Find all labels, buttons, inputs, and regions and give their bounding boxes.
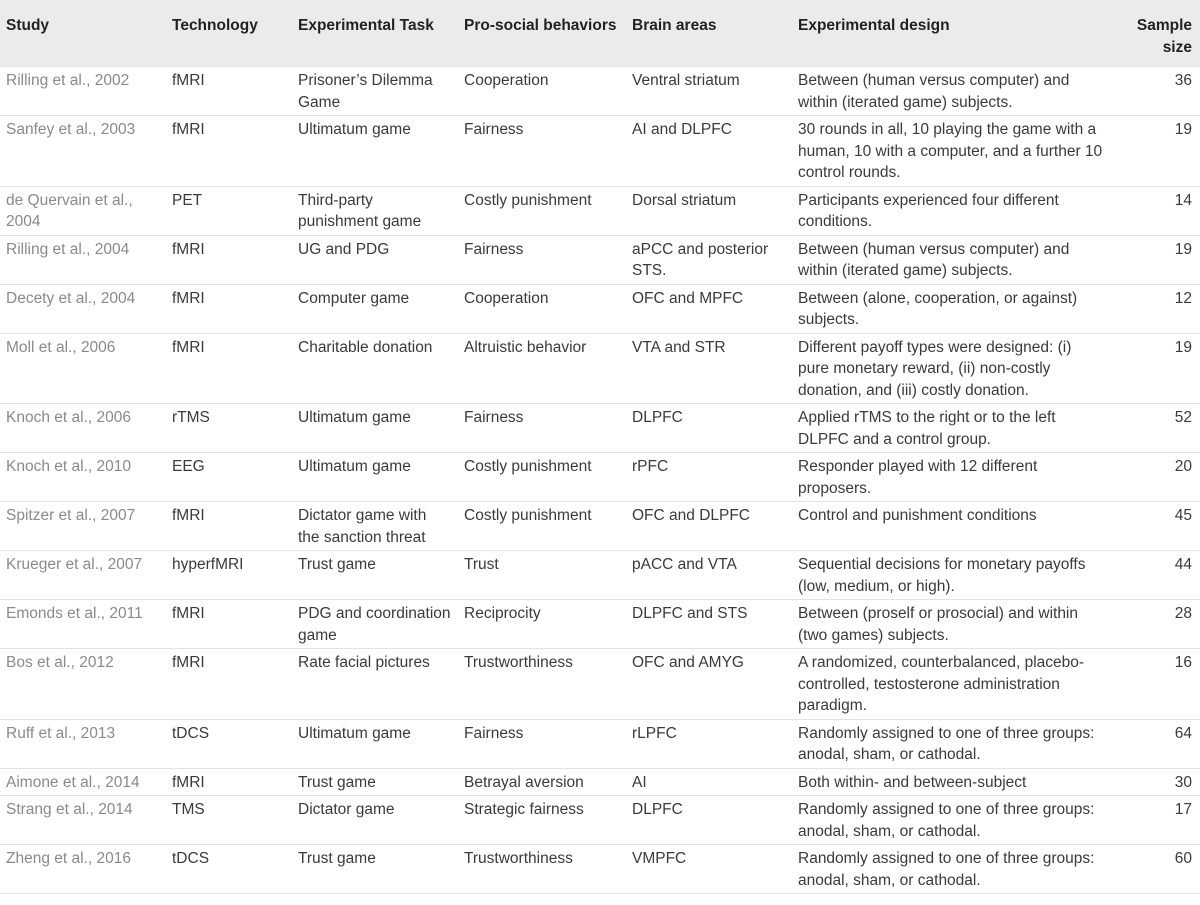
cell-study: Decety et al., 2004 — [0, 284, 166, 333]
cell-experimental-task: Ultimatum game — [292, 719, 458, 768]
cell-sample-size: 45 — [1112, 502, 1200, 551]
table-row — [0, 453, 1200, 502]
table-body — [0, 67, 1200, 894]
cell-sample-size: 52 — [1112, 404, 1200, 453]
cell-experimental-task: Ultimatum game — [292, 404, 458, 453]
cell-brain-areas: aPCC and posterior STS. — [626, 235, 792, 284]
cell-experimental-design: Both within- and between-subject — [792, 768, 1112, 796]
cell-experimental-task: Third-party punishment game — [292, 186, 458, 235]
cell-experimental-design: 30 rounds in all, 10 playing the game with a human, 10 with a computer, and a further 10 control rounds. — [792, 116, 1112, 187]
cell-sample-size: 19 — [1112, 333, 1200, 404]
cell-experimental-task: Rate facial pictures — [292, 649, 458, 720]
cell-sample-size: 36 — [1112, 67, 1200, 116]
cell-brain-areas: rPFC — [626, 453, 792, 502]
cell-technology: tDCS — [166, 719, 292, 768]
table-row — [0, 186, 1200, 235]
cell-study: Rilling et al., 2002 — [0, 67, 166, 116]
cell-study: de Quervain et al., 2004 — [0, 186, 166, 235]
cell-pro-social-behavior: Altruistic behavior — [458, 333, 626, 404]
table-row — [0, 845, 1200, 894]
cell-technology: fMRI — [166, 235, 292, 284]
cell-experimental-design: Randomly assigned to one of three groups: anodal, sham, or cathodal. — [792, 845, 1112, 894]
cell-experimental-design: Different payoff types were designed: (i) pure monetary reward, (ii) non-costly donation, and (iii) costly donation. — [792, 333, 1112, 404]
header-pro-social-behaviors: Pro-social behaviors — [458, 0, 626, 67]
cell-brain-areas: OFC and DLPFC — [626, 502, 792, 551]
table-row — [0, 404, 1200, 453]
header-experimental-task: Experimental Task — [292, 0, 458, 67]
cell-experimental-task: Trust game — [292, 845, 458, 894]
cell-brain-areas: VTA and STR — [626, 333, 792, 404]
cell-experimental-task: Computer game — [292, 284, 458, 333]
cell-pro-social-behavior: Trustworthiness — [458, 649, 626, 720]
cell-technology: hyperfMRI — [166, 551, 292, 600]
cell-technology: EEG — [166, 453, 292, 502]
cell-experimental-design: Responder played with 12 different proposers. — [792, 453, 1112, 502]
cell-study: Aimone et al., 2014 — [0, 768, 166, 796]
cell-pro-social-behavior: Costly punishment — [458, 502, 626, 551]
cell-experimental-task: Dictator game with the sanction threat — [292, 502, 458, 551]
cell-brain-areas: Dorsal striatum — [626, 186, 792, 235]
cell-pro-social-behavior: Reciprocity — [458, 600, 626, 649]
cell-study: Krueger et al., 2007 — [0, 551, 166, 600]
cell-brain-areas: rLPFC — [626, 719, 792, 768]
cell-pro-social-behavior: Cooperation — [458, 284, 626, 333]
cell-experimental-design: Applied rTMS to the right or to the left DLPFC and a control group. — [792, 404, 1112, 453]
cell-technology: tDCS — [166, 845, 292, 894]
table-row — [0, 796, 1200, 845]
cell-brain-areas: pACC and VTA — [626, 551, 792, 600]
cell-pro-social-behavior: Fairness — [458, 235, 626, 284]
cell-study: Emonds et al., 2011 — [0, 600, 166, 649]
cell-experimental-design: Between (alone, cooperation, or against) subjects. — [792, 284, 1112, 333]
cell-experimental-task: Charitable donation — [292, 333, 458, 404]
cell-pro-social-behavior: Fairness — [458, 116, 626, 187]
cell-technology: fMRI — [166, 333, 292, 404]
cell-experimental-task: Prisoner’s Dilemma Game — [292, 67, 458, 116]
cell-technology: fMRI — [166, 649, 292, 720]
cell-technology: fMRI — [166, 502, 292, 551]
cell-technology: fMRI — [166, 284, 292, 333]
table-row — [0, 116, 1200, 187]
cell-technology: rTMS — [166, 404, 292, 453]
cell-sample-size: 19 — [1112, 235, 1200, 284]
cell-sample-size: 12 — [1112, 284, 1200, 333]
table-row — [0, 719, 1200, 768]
cell-brain-areas: AI and DLPFC — [626, 116, 792, 187]
cell-pro-social-behavior: Strategic fairness — [458, 796, 626, 845]
header-brain-areas: Brain areas — [626, 0, 792, 67]
cell-sample-size: 16 — [1112, 649, 1200, 720]
cell-study: Moll et al., 2006 — [0, 333, 166, 404]
cell-brain-areas: DLPFC — [626, 404, 792, 453]
cell-brain-areas: DLPFC — [626, 796, 792, 845]
cell-pro-social-behavior: Fairness — [458, 404, 626, 453]
cell-experimental-design: Between (human versus computer) and within (iterated game) subjects. — [792, 235, 1112, 284]
table-header — [0, 0, 1200, 67]
cell-experimental-task: UG and PDG — [292, 235, 458, 284]
cell-pro-social-behavior: Costly punishment — [458, 186, 626, 235]
table-row — [0, 502, 1200, 551]
cell-sample-size: 60 — [1112, 845, 1200, 894]
cell-experimental-task: Trust game — [292, 551, 458, 600]
cell-experimental-design: Between (human versus computer) and within (iterated game) subjects. — [792, 67, 1112, 116]
cell-study: Ruff et al., 2013 — [0, 719, 166, 768]
cell-pro-social-behavior: Betrayal aversion — [458, 768, 626, 796]
table-row — [0, 284, 1200, 333]
cell-technology: fMRI — [166, 67, 292, 116]
cell-pro-social-behavior: Trustworthiness — [458, 845, 626, 894]
cell-study: Rilling et al., 2004 — [0, 235, 166, 284]
cell-technology: fMRI — [166, 600, 292, 649]
cell-sample-size: 44 — [1112, 551, 1200, 600]
cell-experimental-design: A randomized, counterbalanced, placebo-controlled, testosterone administration paradigm. — [792, 649, 1112, 720]
cell-brain-areas: DLPFC and STS — [626, 600, 792, 649]
cell-pro-social-behavior: Cooperation — [458, 67, 626, 116]
cell-experimental-task: Ultimatum game — [292, 453, 458, 502]
cell-study: Sanfey et al., 2003 — [0, 116, 166, 187]
cell-experimental-design: Between (proself or prosocial) and within (two games) subjects. — [792, 600, 1112, 649]
cell-brain-areas: AI — [626, 768, 792, 796]
cell-experimental-design: Control and punishment conditions — [792, 502, 1112, 551]
cell-technology: PET — [166, 186, 292, 235]
cell-brain-areas: OFC and MPFC — [626, 284, 792, 333]
cell-brain-areas: VMPFC — [626, 845, 792, 894]
cell-sample-size: 28 — [1112, 600, 1200, 649]
table-row — [0, 768, 1200, 796]
cell-sample-size: 64 — [1112, 719, 1200, 768]
header-technology: Technology — [166, 0, 292, 67]
table-row — [0, 235, 1200, 284]
cell-study: Spitzer et al., 2007 — [0, 502, 166, 551]
header-experimental-design: Experimental design — [792, 0, 1112, 67]
cell-sample-size: 19 — [1112, 116, 1200, 187]
header-sample-size: Sample size — [1112, 0, 1200, 67]
cell-sample-size: 14 — [1112, 186, 1200, 235]
cell-experimental-task: Trust game — [292, 768, 458, 796]
cell-experimental-design: Randomly assigned to one of three groups: anodal, sham, or cathodal. — [792, 796, 1112, 845]
header-study: Study — [0, 0, 166, 67]
cell-study: Bos et al., 2012 — [0, 649, 166, 720]
cell-sample-size: 20 — [1112, 453, 1200, 502]
header-row — [0, 0, 1200, 67]
table-row — [0, 67, 1200, 116]
cell-study: Knoch et al., 2006 — [0, 404, 166, 453]
cell-technology: fMRI — [166, 768, 292, 796]
cell-experimental-design: Participants experienced four different conditions. — [792, 186, 1112, 235]
cell-sample-size: 30 — [1112, 768, 1200, 796]
cell-study: Strang et al., 2014 — [0, 796, 166, 845]
cell-pro-social-behavior: Trust — [458, 551, 626, 600]
cell-experimental-task: Ultimatum game — [292, 116, 458, 187]
cell-study: Zheng et al., 2016 — [0, 845, 166, 894]
cell-experimental-design: Sequential decisions for monetary payoffs (low, medium, or high). — [792, 551, 1112, 600]
table-row — [0, 333, 1200, 404]
cell-brain-areas: Ventral striatum — [626, 67, 792, 116]
table-row — [0, 600, 1200, 649]
cell-experimental-design: Randomly assigned to one of three groups: anodal, sham, or cathodal. — [792, 719, 1112, 768]
cell-technology: fMRI — [166, 116, 292, 187]
cell-brain-areas: OFC and AMYG — [626, 649, 792, 720]
cell-sample-size: 17 — [1112, 796, 1200, 845]
cell-study: Knoch et al., 2010 — [0, 453, 166, 502]
cell-pro-social-behavior: Costly punishment — [458, 453, 626, 502]
cell-experimental-task: PDG and coordination game — [292, 600, 458, 649]
cell-experimental-task: Dictator game — [292, 796, 458, 845]
table-row — [0, 551, 1200, 600]
cell-technology: TMS — [166, 796, 292, 845]
cell-pro-social-behavior: Fairness — [458, 719, 626, 768]
table-row — [0, 649, 1200, 720]
